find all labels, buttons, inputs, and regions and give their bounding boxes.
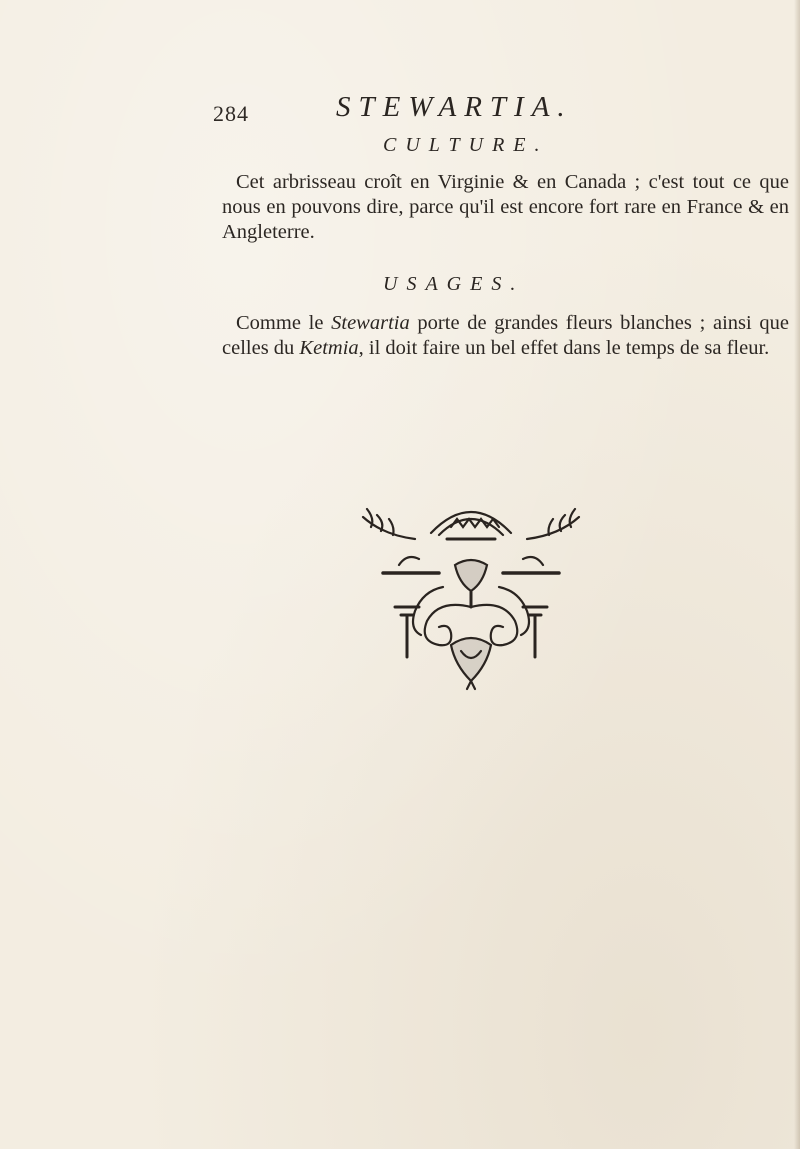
page-number: 284 (213, 101, 249, 126)
culture-heading: CULTURE. (383, 134, 549, 156)
usages-heading: USAGES. (383, 273, 525, 295)
usages-text-before: Comme le (236, 312, 332, 334)
running-head: STEWARTIA. (336, 91, 573, 123)
culture-text: Cet arbrisseau croît en Virginie & en Canada ; c'est tout ce que nous en pouvons dire, parce qu'il est encore fort rare en France & en Angleterre. (222, 171, 789, 243)
floral-vignette-icon (343, 495, 599, 691)
ketmia-term: Ketmia (299, 337, 359, 359)
culture-paragraph (222, 170, 789, 245)
stewartia-term: Stewartia (331, 312, 410, 334)
usages-paragraph (222, 311, 789, 361)
usages-text-after: , il doit faire un bel effet dans le temps de sa fleur. (358, 337, 770, 359)
page-edge-shadow (794, 0, 800, 1149)
usages-text-middle: porte de grandes fleurs blanches ; ainsi que celles du (222, 312, 789, 359)
